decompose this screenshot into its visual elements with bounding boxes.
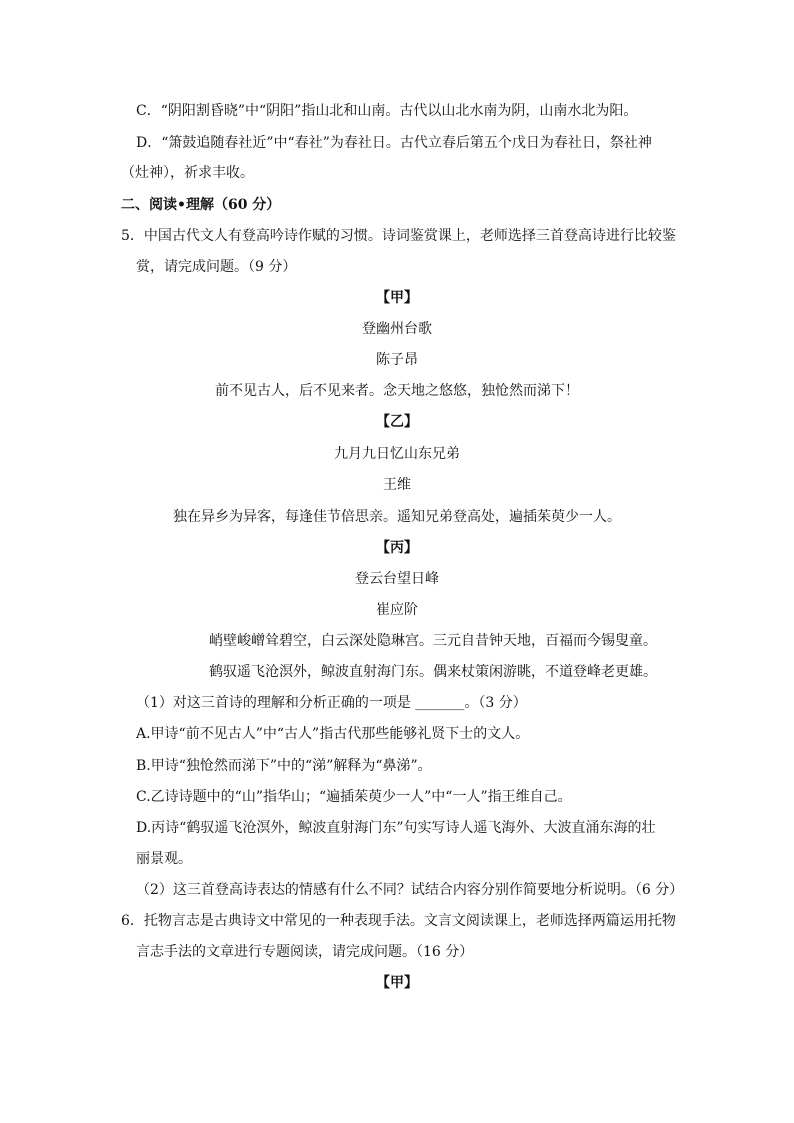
section-heading: 二、阅读•理解（60 分）	[121, 197, 281, 213]
passage-jia-label: 【甲】	[376, 975, 418, 991]
question-5-line2: 赏，请完成问题。（9 分）	[136, 259, 297, 275]
sub-question-2: （2）这三首登高诗表达的情感有什么不同？试结合内容分别作简要地分析说明。（6 分）	[136, 882, 684, 898]
option-c-text: C．“阴阳割昏晓”中“阴阳”指山北和山南。古代以山北水南为阴，山南水北为阳。	[136, 103, 638, 119]
question-5-line1: 5．中国古代文人有登高吟诗作赋的习惯。诗词鉴赏课上，老师选择三首登高诗进行比较鉴	[121, 228, 676, 244]
poem-jia-title: 登幽州台歌	[362, 321, 432, 337]
poem-bing-author: 崔应阶	[376, 602, 418, 618]
choice-b: B.甲诗“独怆然而涕下”中的“涕”解释为“鼻涕”。	[136, 758, 432, 774]
poem-yi-title: 九月九日忆山东兄弟	[334, 446, 460, 462]
question-6-line2: 言志手法的文章进行专题阅读，请完成问题。（16 分）	[136, 944, 474, 960]
question-6-line1: 6．托物言志是古典诗文中常见的一种表现手法。文言文阅读课上，老师选择两篇运用托物	[121, 913, 676, 929]
poem-bing-text-line1: 峭壁峻嶒耸碧空，白云深处隐琳宫。三元自昔钟天地，百福而今锡叟童。	[209, 633, 657, 649]
poem-bing-title: 登云台望日峰	[355, 571, 439, 587]
choice-c: C.乙诗诗题中的“山”指华山；“遍插茱萸少一人”中“一人”指王维自己。	[136, 789, 572, 805]
choice-d-line2: 丽景观。	[136, 851, 192, 867]
option-d-text-line2: （灶神），祈求丰收。	[121, 165, 254, 181]
poem-jia-author: 陈子昂	[376, 352, 418, 368]
poem-jia-label: 【甲】	[376, 290, 418, 306]
choice-d-line1: D.丙诗“鹤驭遥飞沧溟外，鲸波直射海门东”句实写诗人遥飞海外、大波直涌东海的壮	[136, 820, 656, 836]
option-d-text-line1: D．“箫鼓追随春社近”中“春社”为春社日。古代立春后第五个戊日为春社日，祭社神	[136, 135, 652, 151]
poem-yi-label: 【乙】	[376, 414, 418, 430]
choice-a: A.甲诗“前不见古人”中“古人”指古代那些能够礼贤下士的文人。	[136, 726, 530, 742]
poem-yi-author: 王维	[383, 477, 411, 493]
poem-bing-label: 【丙】	[376, 540, 418, 556]
sub-question-1: （1）对这三首诗的理解和分析正确的一项是 _______。（3 分）	[136, 695, 527, 711]
poem-yi-text: 独在异乡为异客，每逢佳节倍思亲。遥知兄弟登高处，遍插茱萸少一人。	[173, 509, 621, 525]
poem-jia-text: 前不见古人，后不见来者。念天地之悠悠，独怆然而涕下！	[215, 383, 579, 399]
poem-bing-text-line2: 鹤驭遥飞沧溟外，鲸波直射海门东。偶来杖策闲游眺，不道登峰老更雄。	[209, 664, 657, 680]
